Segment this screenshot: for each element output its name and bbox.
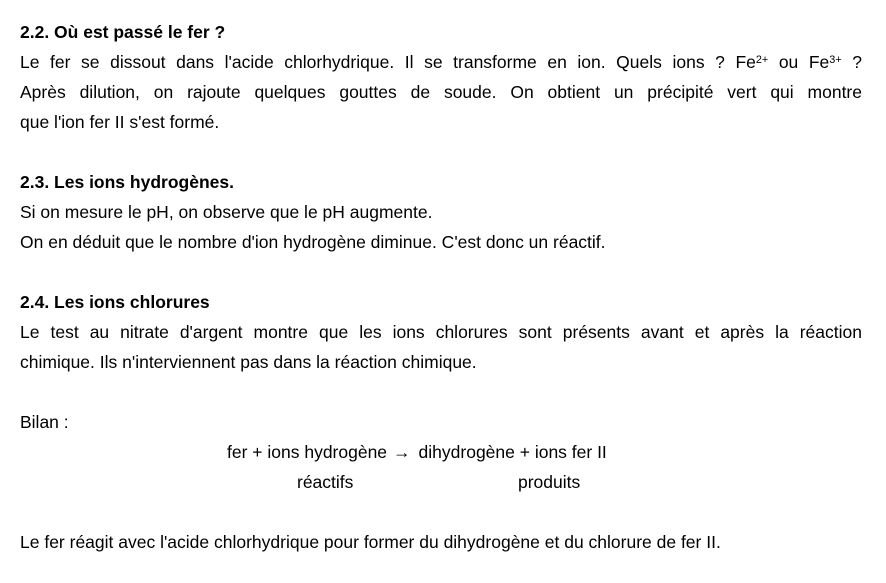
blank-line	[20, 257, 862, 287]
bilan-label: Bilan :	[20, 412, 69, 432]
superscript-ion-charge: 3+	[829, 53, 842, 66]
blank-line	[20, 137, 862, 167]
equation-labels	[20, 467, 862, 497]
equation-products: dihydrogène + ions fer II	[418, 442, 607, 462]
chemical-equation	[20, 437, 862, 467]
conclusion-line: Le fer réagit avec l'acide chlorhydrique pour former du dihydrogène et du chlorure de fer II.	[20, 532, 721, 552]
paragraph-2-3-line-2: On en déduit que le nombre d'ion hydrogène diminue. C'est donc un réactif.	[20, 232, 606, 252]
blank-line	[20, 497, 862, 527]
reaction-arrow: →	[393, 442, 411, 462]
blank-line	[20, 377, 862, 407]
text-run: ou Fe	[768, 52, 830, 72]
paragraph-2-2-line-2: Après dilution, on rajoute quelques gouttes de soude. On obtient un précipité vert qui montre	[20, 82, 862, 102]
paragraph-2-4-line-1: Le test au nitrate d'argent montre que les ions chlorures sont présents avant et après la réaction	[20, 322, 862, 342]
paragraph-2-2-line-3: que l'ion fer II s'est formé.	[20, 112, 220, 132]
products-label: produits	[518, 472, 581, 492]
text-run: Le fer se dissout dans l'acide chlorhydrique. Il se transforme en ion. Quels ions ? Fe	[20, 52, 756, 72]
paragraph-2-4-line-2: chimique. Ils n'interviennent pas dans la réaction chimique.	[20, 352, 477, 372]
text-run: ?	[841, 52, 862, 72]
reactants-label: réactifs	[297, 472, 354, 492]
superscript-ion-charge: 2+	[755, 53, 769, 66]
section-heading-2-2: 2.2. Où est passé le fer ?	[20, 22, 226, 42]
paragraph-2-2-line-1	[20, 47, 862, 77]
section-heading-2-4: 2.4. Les ions chlorures	[20, 292, 210, 312]
equation-reactants: fer + ions hydrogène	[227, 442, 388, 462]
paragraph-2-3-line-1: Si on mesure le pH, on observe que le pH augmente.	[20, 202, 433, 222]
section-heading-2-3: 2.3. Les ions hydrogènes.	[20, 172, 234, 192]
